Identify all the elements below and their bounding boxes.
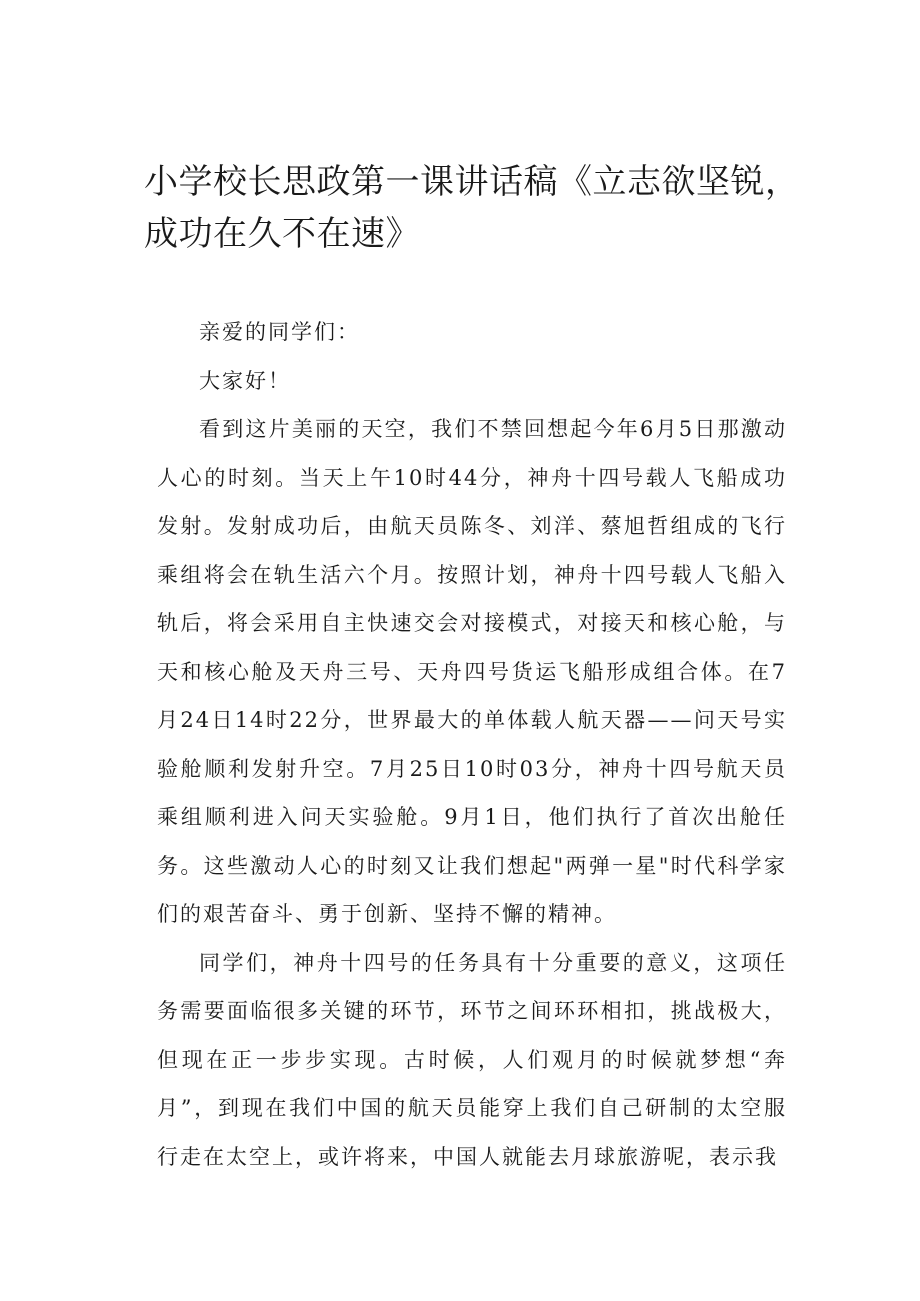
greeting: 大家好！: [199, 368, 291, 393]
document-body: [157, 308, 787, 1181]
salutation: 亲爱的同学们：: [199, 320, 360, 344]
body-paragraph: 看到这片美丽的天空，我们不禁回想起今年6月5日那激动人心的时刻。当天上午10时44分，神舟十四号载人飞船成功发射。发射成功后，由航天员陈冬、刘洋、蔡旭哲组成的飞行乘组将会在轨生活六个月。按照计划，神舟十四号载人飞船入轨后，将会采用自主快速交会对接模式，对接天和核心舱，与天和核心舱及天舟三号、天舟四号货运飞船形成组合体。在7月24日14时22分，世界最大的单体载人航天器——问天号实验舱顺利发射升空。7月25日10时03分，神舟十四号航天员乘组顺利进入问天实验舱。9月1日，他们执行了首次出舱任务。这些激动人心的时刻又让我们想起"两弹一星"时代科学家们的艰苦奋斗、勇于创新、坚持不懈的精神。: [157, 417, 787, 926]
body-paragraph: 同学们，神舟十四号的任务具有十分重要的意义，这项任务需要面临很多关键的环节，环节之间环环相扣，挑战极大，但现在正一步步实现。古时候，人们观月的时候就梦想“奔月”，到现在我们中国的航天员能穿上我们自己研制的太空服行走在太空上，或许将来，中国人就能去月球旅游呢，表示我: [157, 950, 787, 1169]
document-title: 小学校长思政第一课讲话稿《立志欲坚锐，成功在久不在速》: [144, 162, 800, 254]
